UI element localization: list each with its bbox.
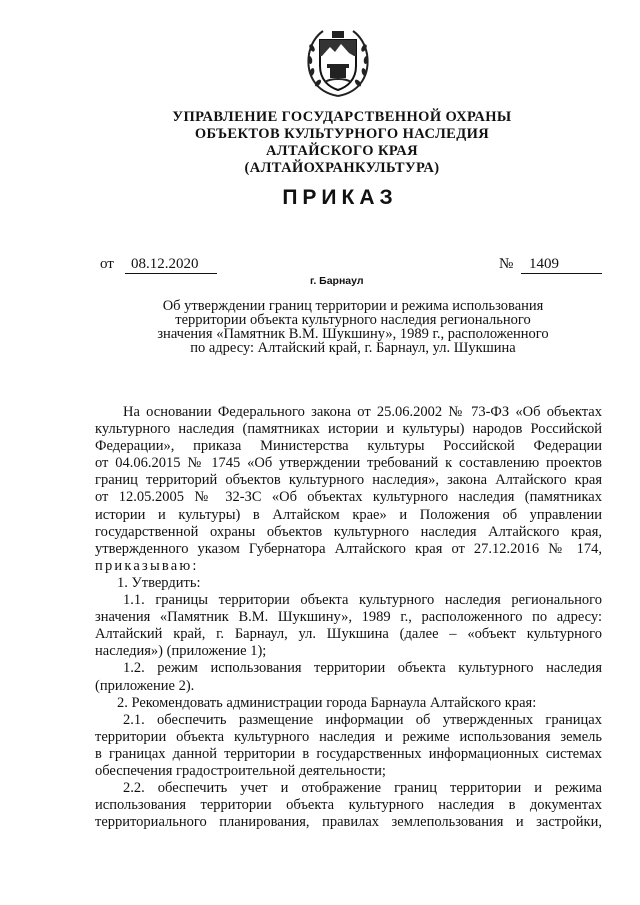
body-line: утвержденного указом Губернатора Алтайского края от 27.12.2016 № 174, — [95, 540, 602, 557]
number-label: № — [499, 256, 514, 272]
subject-line: значения «Памятник В.М. Шукшину», 1989 г., расположенного — [157, 326, 549, 342]
city: г. Барнаул — [310, 275, 364, 287]
date-label: от — [100, 256, 114, 272]
coat-of-arms-icon — [303, 26, 373, 100]
item-1-2-line: 1.2. режим использования территории объекта культурного наследия — [123, 660, 602, 677]
item-2-2-line: 2.2. обеспечить учет и отображение границ территории и режима — [123, 780, 602, 797]
body-line: от 12.05.2005 № 32-ЗС «Об объектах культурного наследия (памятниках — [95, 489, 602, 506]
item-1-1-line: значения «Памятник В.М. Шукшину», 1989 г., расположенного по адресу: — [95, 609, 602, 626]
body-line: Федерации», приказа Министерства культуры Российской Федерации — [95, 438, 602, 455]
order-body — [95, 404, 602, 831]
order-number: 1409 — [521, 256, 602, 274]
item-2: 2. Рекомендовать администрации города Барнаула Алтайского края: — [117, 694, 537, 711]
item-2-1-line: 2.1. обеспечить размещение информации об утвержденных границах — [123, 711, 602, 728]
org-line: УПРАВЛЕНИЕ ГОСУДАРСТВЕННОЙ ОХРАНЫ — [172, 109, 512, 125]
item-2-2-line: территориального планирования, правилах землепользования и застройки, — [95, 814, 602, 831]
body-line: На основании Федерального закона от 25.06.2002 № 73-ФЗ «Об объектах — [123, 404, 602, 420]
decree-word: приказываю: — [95, 557, 199, 574]
subject-line: Об утверждении границ территории и режима использования — [162, 298, 544, 314]
item-2-1-line: в границах данной территории в государственных информационных системах — [95, 745, 602, 762]
body-line: истории и культуры) в Алтайском крае» и Положения об управлении — [95, 506, 602, 523]
item-1: 1. Утвердить: — [117, 574, 201, 591]
order-subject — [118, 299, 588, 355]
item-1-1-line: 1.1. границы территории объекта культурного наследия регионального — [123, 592, 602, 609]
organization-name — [150, 109, 534, 177]
item-1-2-line: (приложение 2). — [95, 677, 195, 694]
body-line: границ территорий объектов культурного наследия», закона Алтайского края — [95, 472, 602, 489]
body-line: культурного наследия (памятниках истории и культуры) народов Российской — [95, 421, 602, 438]
item-1-1-line: наследия») (приложение 1); — [95, 643, 267, 660]
item-2-1-line: обеспечения градостроительной деятельности; — [95, 762, 386, 779]
subject-line: территории объекта культурного наследия регионального — [175, 312, 531, 328]
org-line: АЛТАЙСКОГО КРАЯ — [265, 143, 419, 159]
subject-line: по адресу: Алтайский край, г. Барнаул, ул. Шукшина — [190, 340, 516, 356]
body-line: от 04.06.2015 № 1745 «Об утверждении требований к составлению проектов — [95, 455, 602, 472]
body-line: государственной охраны объектов культурного наследия Алтайского края, — [95, 523, 602, 540]
org-line: (АЛТАЙОХРАНКУЛЬТУРА) — [244, 160, 440, 176]
item-2-2-line: использования территории объекта культурного наследия в документах — [95, 797, 602, 814]
org-line: ОБЪЕКТОВ КУЛЬТУРНОГО НАСЛЕДИЯ — [194, 126, 490, 142]
item-1-1-line: Алтайский край, г. Барнаул, ул. Шукшина (далее – «объект культурного — [95, 626, 602, 643]
order-date: 08.12.2020 — [125, 256, 217, 274]
item-2-1-line: территории объекта культурного наследия и режиме использования земель — [95, 728, 602, 745]
document-type-title: ПРИКАЗ — [282, 186, 398, 209]
